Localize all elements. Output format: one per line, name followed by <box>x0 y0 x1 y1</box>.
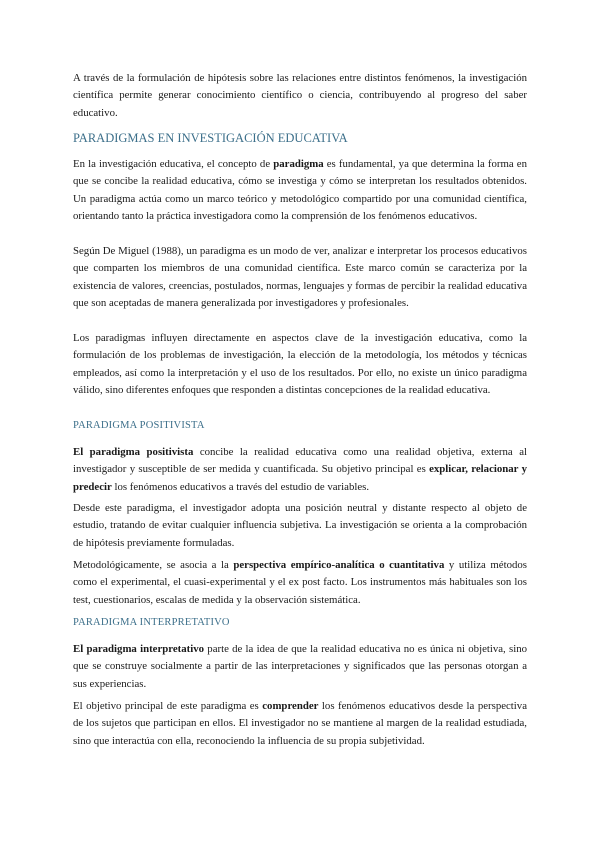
paragraph-positivista-methodology <box>73 557 527 609</box>
paragraph-positivista-definition <box>73 444 527 496</box>
paragraph-interpretativo-objective <box>73 698 527 750</box>
text-run: los fenómenos educativos a través del estudio de variables. <box>111 480 370 493</box>
bold-term-paradigma-positivista: El paradigma positivista <box>73 446 194 458</box>
text-run: concibe la realidad educativa como una realidad objetiva, externa al investigador y susceptible de ser medida y cuantificada. Su objetivo principal es <box>73 446 527 476</box>
intro-paragraph: A través de la formulación de hipótesis sobre las relaciones entre distintos fenómenos, la investigación científica permite generar conocimiento científico o ciencia, contribuyendo al progreso del saber educativo. <box>73 72 527 119</box>
bold-term-explicar: explicar, relacionar y predecir <box>73 463 527 493</box>
paragraph-paradigm-influence: Los paradigmas influyen directamente en aspectos clave de la investigación educativa, como la formulación de los problemas de investigación, la elección de la metodología, los métodos y técnicas empleados, así como la interpretación y el uso de los resultados. Por ello, no existe un único paradigma válido, sino diferentes enfoques que responden a distintas concepciones de la realidad educativa. <box>73 332 527 396</box>
bold-term-paradigma-interpretativo: El paradigma interpretativo <box>73 643 205 655</box>
text-run: y utiliza métodos como el experimental, el cuasi-experimental y el ex post facto. Los instrumentos más habituales son los test, cuestionarios, escalas de medida y la observación sistemática. <box>73 559 527 606</box>
section-heading-paradigmas: PARADIGMAS EN INVESTIGACIÓN EDUCATIVA <box>73 131 348 145</box>
paragraph-de-miguel: Según De Miguel (1988), un paradigma es un modo de ver, analizar e interpretar los procesos educativos que comparten los miembros de una comunidad científica. Este marco común se caracteriza por la existencia de valores, creencias, postulados, normas, lenguajes y formas de percibir la realidad educativa que son aceptadas de manera generalizada por investigadores y profesionales. <box>73 245 527 309</box>
text-run: es fundamental, ya que determina la forma en que se concibe la realidad educativa, cómo se investiga y cómo se interpretan los resultados obtenidos. Un paradigma actúa como un marco teórico y metodológico compartido por una comunidad científica, orientando tanto la práctica investigadora como la comprensión de los fenómenos educativos. <box>73 158 527 222</box>
bold-term-perspectiva: perspectiva empírico-analítica o cuantitativa <box>233 559 445 571</box>
text-run: El objetivo principal de este paradigma es <box>73 700 263 712</box>
bold-term-paradigma: paradigma <box>273 158 324 170</box>
paragraph-positivista-investigator: Desde este paradigma, el investigador adopta una posición neutral y distante respecto al objeto de estudio, tratando de evitar cualquier influencia subjetiva. La investigación se orienta a la comprobación de hipótesis previamente formuladas. <box>73 502 527 549</box>
text-run: parte de la idea de que la realidad educativa no es única ni objetiva, sino que se construye socialmente a partir de las interpretaciones y significados que las personas otorgan a sus experiencias. <box>73 643 528 690</box>
paragraph-paradigma-concept <box>73 156 527 225</box>
section-heading-positivista: PARADIGMA POSITIVISTA <box>73 420 205 431</box>
text-run: Metodológicamente, se asocia a la <box>73 559 234 571</box>
text-run: En la investigación educativa, el concepto de <box>73 158 274 170</box>
section-heading-interpretativo: PARADIGMA INTERPRETATIVO <box>73 617 230 628</box>
bold-term-comprender: comprender <box>262 700 319 712</box>
text-run: los fenómenos educativos desde la perspectiva de los sujetos que participan en ellos. El investigador no se mantiene al margen de la realidad estudiada, sino que interactúa con ella, reconociendo la influencia de su propia subjetividad. <box>73 700 527 747</box>
paragraph-interpretativo-definition <box>73 641 527 693</box>
